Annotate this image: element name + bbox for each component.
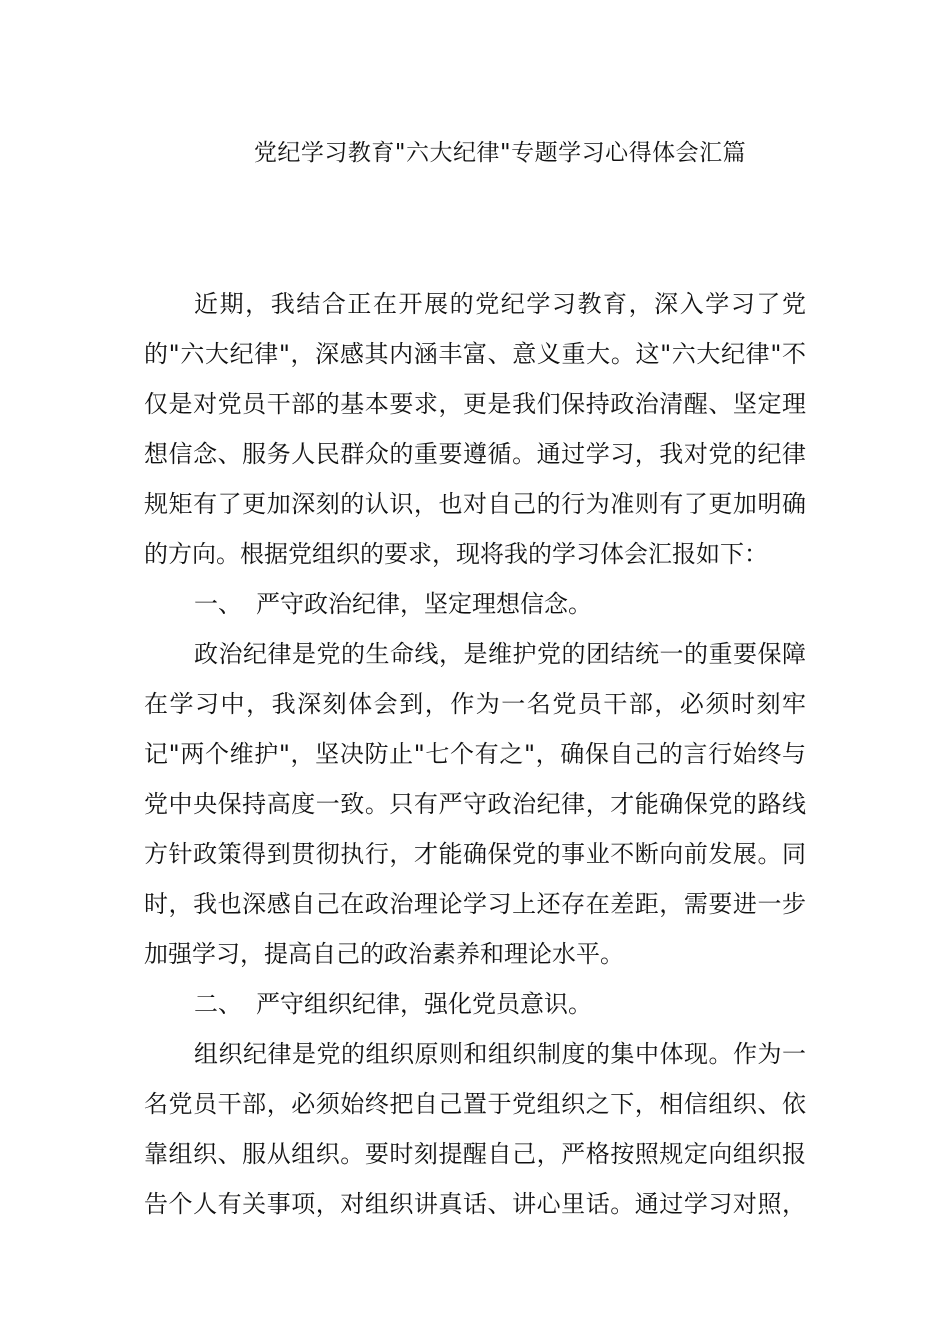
paragraph-line: 加强学习，提高自己的政治素养和理论水平。 — [144, 940, 624, 968]
paragraph-line: 靠组织、服从组织。要时刻提醒自己，严格按照规定向组织报 — [144, 1140, 806, 1168]
paragraph-line: 组织纪律是党的组织原则和组织制度的集中体现。作为一 — [194, 1040, 806, 1068]
section-heading-1 — [144, 579, 806, 629]
paragraph-line: 时，我也深感自己在政治理论学习上还存在差距，需要进一步 — [144, 890, 806, 918]
paragraph-line: 方针政策得到贯彻执行，才能确保党的事业不断向前发展。同 — [144, 840, 806, 868]
paragraph-line: 的"六大纪律"，深感其内涵丰富、意义重大。这"六大纪律"不 — [144, 340, 806, 368]
document-title: 党纪学习教育"六大纪律"专题学习心得体会汇篇 — [253, 140, 747, 166]
section-heading-2 — [144, 979, 806, 1029]
paragraph-line: 政治纪律是党的生命线，是维护党的团结统一的重要保障 — [194, 640, 806, 668]
paragraph-line: 记"两个维护"，坚决防止"七个有之"，确保自己的言行始终与 — [144, 740, 806, 768]
paragraph-line: 仅是对党员干部的基本要求，更是我们保持政治清醒、坚定理 — [144, 390, 806, 418]
document-body — [144, 279, 806, 1229]
paragraph-line: 近期，我结合正在开展的党纪学习教育，深入学习了党 — [194, 290, 806, 318]
paragraph-line: 规矩有了更加深刻的认识，也对自己的行为准则有了更加明确 — [144, 490, 806, 518]
paragraph-line: 名党员干部，必须始终把自己置于党组织之下，相信组织、依 — [144, 1090, 806, 1118]
paragraph-line: 党中央保持高度一致。只有严守政治纪律，才能确保党的路线 — [144, 790, 806, 818]
section-heading-number: 一、 — [194, 590, 242, 618]
paragraph-line: 在学习中，我深刻体会到，作为一名党员干部，必须时刻牢 — [144, 690, 806, 718]
paragraph-line: 想信念、服务人民群众的重要遵循。通过学习，我对党的纪律 — [144, 440, 806, 468]
paragraph-line: 的方向。根据党组织的要求，现将我的学习体会汇报如下： — [144, 540, 768, 568]
paragraph-line: 告个人有关事项，对组织讲真话、讲心里话。通过学习对照， — [144, 1190, 806, 1218]
section-heading-text: 严守政治纪律，坚定理想信念。 — [256, 590, 592, 618]
section-heading-text: 严守组织纪律，强化党员意识。 — [256, 990, 592, 1018]
section-heading-number: 二、 — [194, 990, 242, 1018]
